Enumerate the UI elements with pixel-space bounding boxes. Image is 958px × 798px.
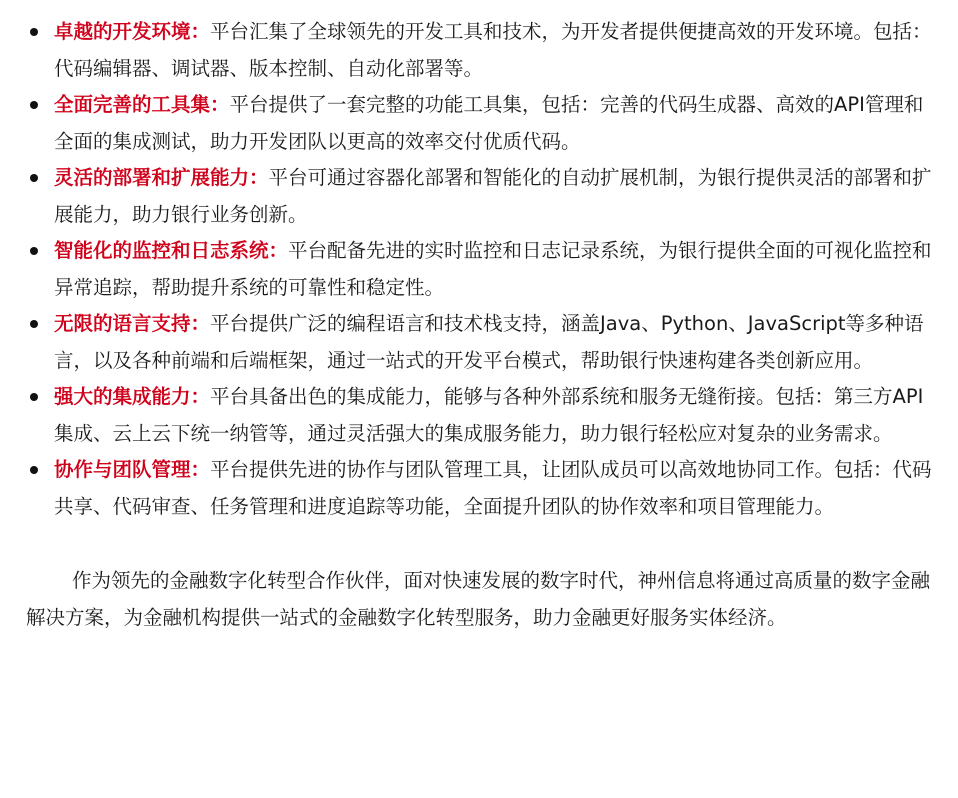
feature-body: 平台具备出色的集成能力，能够与各种外部系统和服务无缝衔接。包括：第三方API集成、云上云下统一纳管等，通过灵活强大的集成服务能力，助力银行轻松应对复杂的业务需求。 (54, 385, 924, 445)
bullet-icon (30, 101, 38, 109)
closing-paragraph: 作为领先的金融数字化转型合作伙伴，面对快速发展的数字时代，神州信息将通过高质量的数字金融解决方案，为金融机构提供一站式的金融数字化转型服务，助力金融更好服务实体经济。 (26, 569, 931, 629)
feature-item (26, 160, 940, 233)
feature-body: 平台提供了一套完整的功能工具集，包括：完善的代码生成器、高效的API管理和全面的集成测试，助力开发团队以更高的效率交付优质代码。 (54, 93, 924, 153)
feature-title: 协作与团队管理： (54, 458, 211, 481)
feature-item (26, 14, 940, 87)
feature-list (26, 14, 940, 525)
feature-title: 强大的集成能力： (54, 385, 211, 408)
feature-body: 平台提供广泛的编程语言和技术栈支持，涵盖Java、Python、JavaScript等多种语言，以及各种前端和后端框架，通过一站式的开发平台模式，帮助银行快速构建各类创新应用。 (54, 312, 924, 372)
feature-title: 灵活的部署和扩展能力： (54, 166, 269, 189)
feature-body: 平台提供先进的协作与团队管理工具，让团队成员可以高效地协同工作。包括：代码共享、代码审查、任务管理和进度追踪等功能，全面提升团队的协作效率和项目管理能力。 (54, 458, 932, 518)
bullet-icon (30, 320, 38, 328)
feature-body: 平台配备先进的实时监控和日志记录系统，为银行提供全面的可视化监控和异常追踪，帮助提升系统的可靠性和稳定性。 (54, 239, 932, 299)
feature-body: 平台汇集了全球领先的开发工具和技术，为开发者提供便捷高效的开发环境。包括：代码编辑器、调试器、版本控制、自动化部署等。 (54, 20, 932, 80)
feature-title: 卓越的开发环境： (54, 20, 211, 43)
feature-title: 全面完善的工具集： (54, 93, 230, 116)
bullet-icon (30, 247, 38, 255)
bullet-icon (30, 393, 38, 401)
feature-title: 智能化的监控和日志系统： (54, 239, 289, 262)
feature-item (26, 379, 940, 452)
feature-body: 平台可通过容器化部署和智能化的自动扩展机制，为银行提供灵活的部署和扩展能力，助力银行业务创新。 (54, 166, 932, 226)
feature-item (26, 87, 940, 160)
bullet-icon (30, 28, 38, 36)
feature-item (26, 306, 940, 379)
feature-title: 无限的语言支持： (54, 312, 211, 335)
feature-item (26, 452, 940, 525)
feature-item (26, 233, 940, 306)
bullet-icon (30, 174, 38, 182)
bullet-icon (30, 466, 38, 474)
